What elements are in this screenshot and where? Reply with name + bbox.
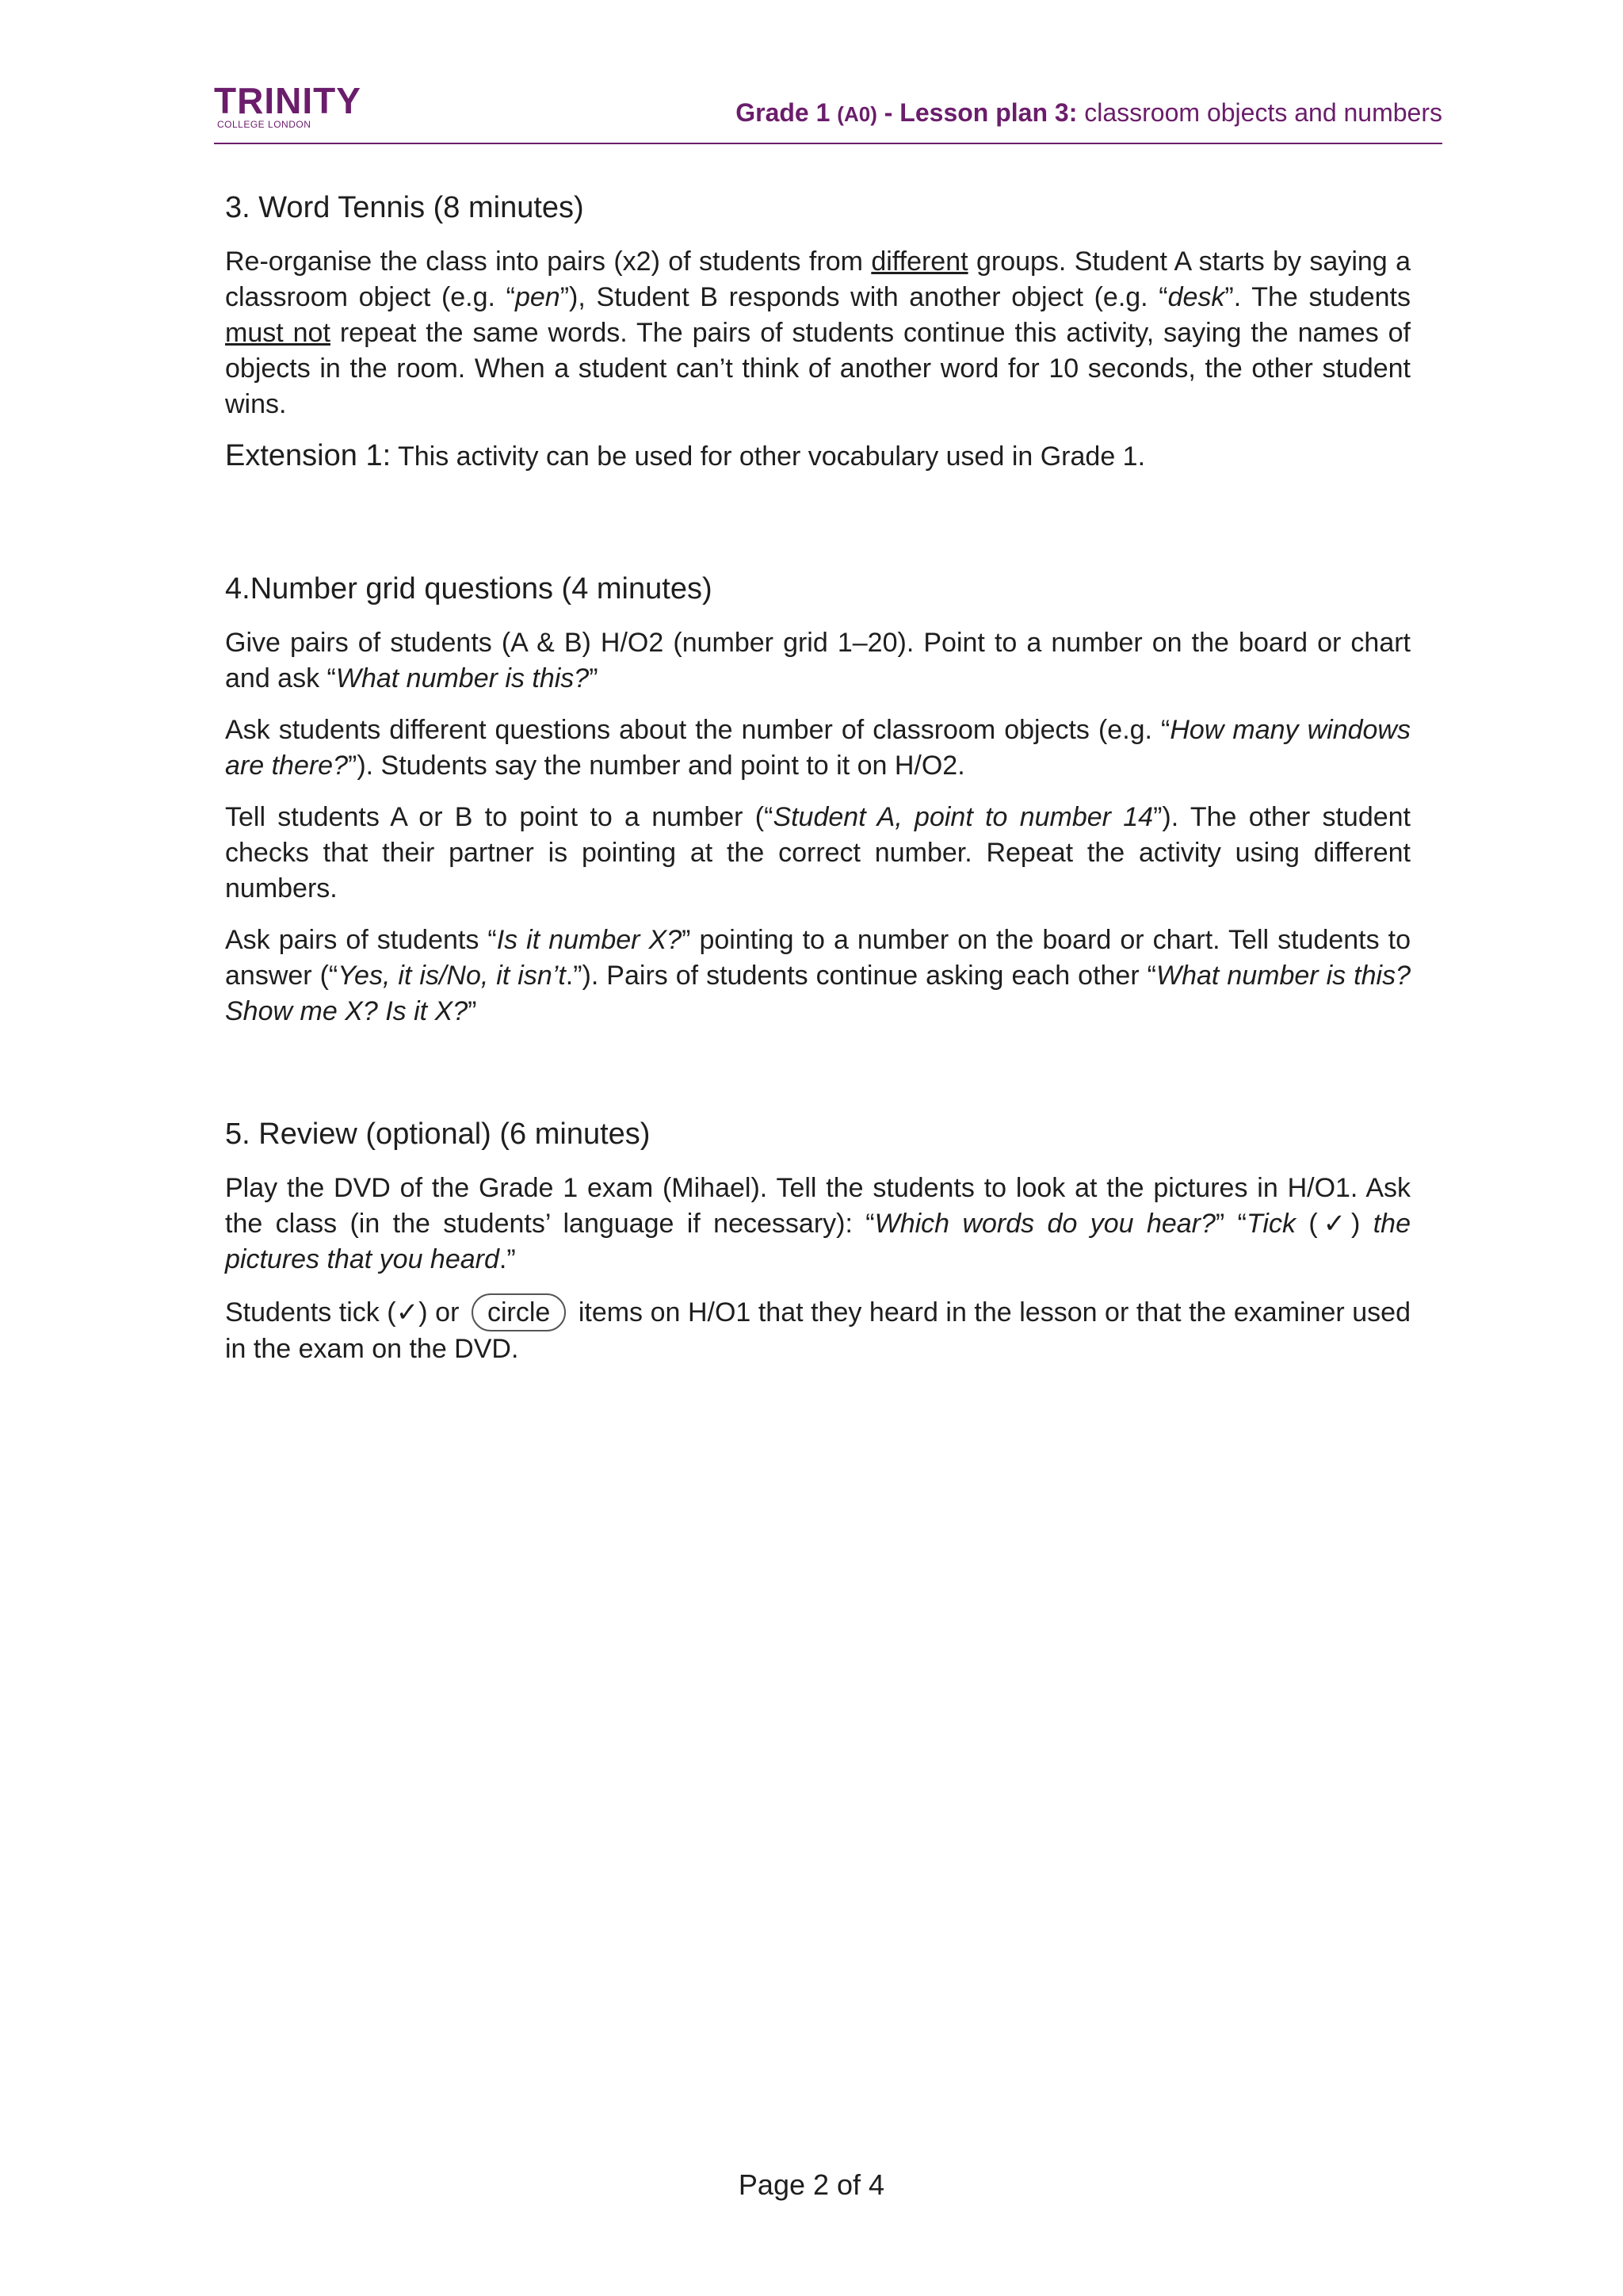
section-heading: 3. Word Tennis (8 minutes)	[225, 191, 584, 224]
text-span: ”), Student B responds with another object (e.g. “	[559, 282, 1168, 312]
section-review	[225, 1115, 1411, 1367]
text-span: Ask students different questions about the number of classroom objects (e.g. “	[225, 715, 1170, 745]
italic-text: desk	[1167, 282, 1225, 312]
paragraph	[225, 712, 1411, 784]
underlined-text: must not	[225, 318, 330, 348]
text-span: ”). The other student checks that their partner is pointing at the correct number. Repeat the activity using different numbers.	[225, 802, 1411, 904]
header-level: (A0)	[837, 102, 877, 126]
paragraph	[225, 625, 1411, 697]
text-span: ”	[589, 663, 598, 693]
text-span: (✓)	[1295, 1209, 1373, 1239]
paragraph	[225, 244, 1411, 422]
extension-paragraph	[225, 438, 1411, 475]
spacer	[225, 491, 1411, 570]
italic-text: What number is this?	[335, 663, 590, 693]
spacer	[225, 1045, 1411, 1115]
text-span: groups. Student A starts by saying a classroom object (e.g. “	[225, 246, 1411, 312]
text-span: Re-organise the class into pairs (x2) of students from	[225, 246, 872, 277]
paragraph	[225, 1171, 1411, 1278]
page-header	[214, 79, 1442, 144]
underlined-text: different	[871, 246, 968, 277]
header-lesson: Lesson plan 3:	[899, 98, 1078, 127]
italic-text: pen	[514, 282, 560, 312]
text-span: Play the DVD of the Grade 1 exam (Mihael). Tell the students to look at the pictures in H/O1. Ask the class (in the students’ language if necessary): “	[225, 1173, 1411, 1239]
italic-text: Yes, it is/No, it isn’t	[338, 961, 566, 991]
italic-text: What number is this? Show me X? Is it X?	[225, 961, 1411, 1026]
text-span: Tell students A or B to point to a number (“	[225, 802, 773, 832]
italic-text: How many windows are there?	[225, 715, 1411, 781]
italic-text: the pictures that you heard	[225, 1209, 1411, 1274]
text-span: ” “	[1215, 1209, 1247, 1239]
paragraph	[225, 1293, 1411, 1367]
text-span: Give pairs of students (A & B) H/O2 (number grid 1–20). Point to a number on the board or chart and ask “	[225, 628, 1411, 693]
section-heading: 5. Review (optional) (6 minutes)	[225, 1117, 651, 1151]
circled-word: circle	[472, 1293, 566, 1331]
text-span: ”). Students say the number and point to it on H/O2.	[348, 751, 965, 781]
paragraph	[225, 923, 1411, 1030]
text-span: This activity can be used for other vocabulary used in Grade 1.	[391, 441, 1146, 472]
section-word-tennis	[225, 189, 1411, 475]
text-span: .”). Pairs of students continue asking each other “	[565, 961, 1156, 991]
trinity-logo	[214, 82, 361, 130]
header-title	[735, 98, 1442, 128]
text-span: Ask pairs of students “	[225, 925, 497, 955]
text-span: repeat the same words. The pairs of students continue this activity, saying the names of objects in the room. When a student can’t think of another word for 10 seconds, the other student wins.	[225, 318, 1411, 419]
header-topic: classroom objects and numbers	[1077, 98, 1442, 127]
section-heading: 4.Number grid questions (4 minutes)	[225, 572, 712, 606]
italic-text: Student A, point to number 14	[773, 802, 1154, 832]
logo-subtitle: COLLEGE LONDON	[217, 119, 311, 130]
text-span: .”	[498, 1244, 516, 1274]
paragraph	[225, 800, 1411, 907]
section-number-grid	[225, 570, 1411, 1030]
header-dash: -	[876, 98, 900, 127]
page-number: Page 2 of 4	[738, 2168, 885, 2201]
text-span: Students tick (✓) or	[225, 1297, 467, 1328]
text-span: items on H/O1 that they heard in the lesson or that the examiner used in the exam on the DVD.	[225, 1297, 1411, 1364]
header-grade: Grade 1	[735, 98, 838, 127]
text-span: ” pointing to a number on the board or chart. Tell students to answer (“	[225, 925, 1411, 991]
text-span: ”. The students	[1224, 282, 1411, 312]
text-span: ”	[468, 996, 477, 1026]
extension-label: Extension 1:	[225, 439, 391, 472]
italic-text: Is it number X?	[496, 925, 682, 955]
page-content	[225, 189, 1411, 1383]
logo-wordmark: TRINITY	[214, 80, 361, 121]
italic-text: Which words do you hear?	[874, 1209, 1216, 1239]
italic-text: Tick	[1246, 1209, 1296, 1239]
